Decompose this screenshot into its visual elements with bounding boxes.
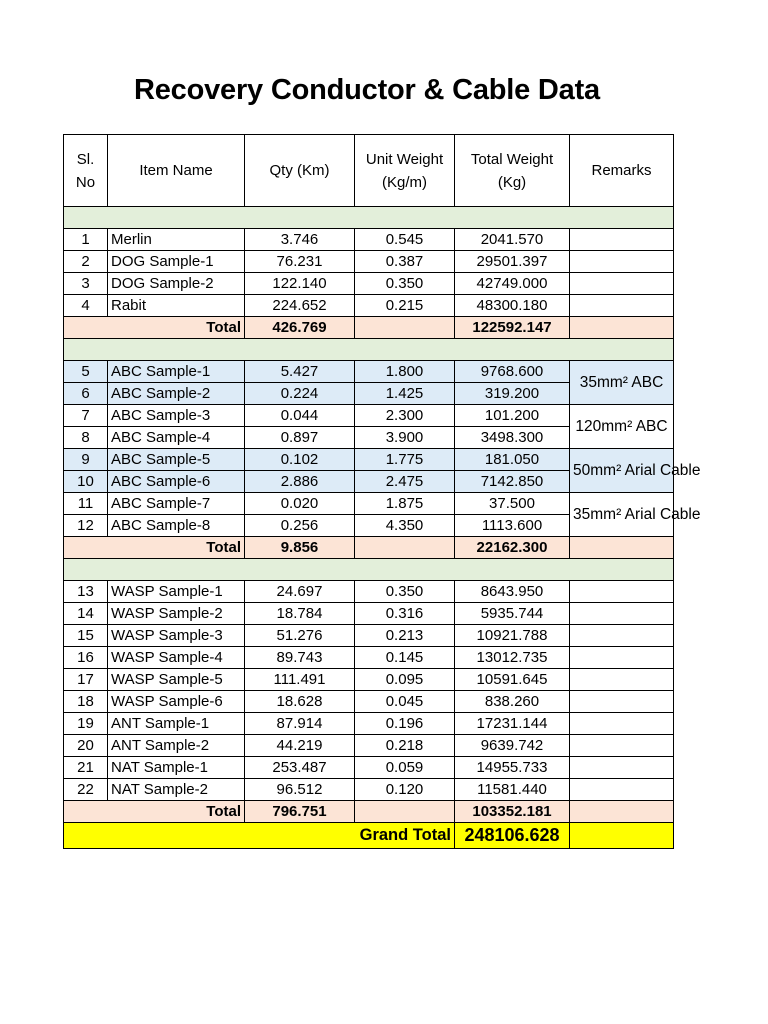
- item-name-cell: ABC Sample-4: [108, 427, 245, 449]
- item-name-cell: ABC Sample-3: [108, 405, 245, 427]
- qty-cell: 87.914: [245, 713, 355, 735]
- table-row: [64, 757, 674, 779]
- item-name-cell: WASP Sample-3: [108, 625, 245, 647]
- unit-weight-cell: 0.145: [355, 647, 455, 669]
- remarks-cell: [570, 251, 674, 273]
- section-separator: [64, 559, 674, 581]
- total-label: Total: [64, 537, 245, 559]
- remarks-cell: [570, 625, 674, 647]
- total-remarks-empty: [570, 317, 674, 339]
- table-row: [64, 779, 674, 801]
- sl-no-cell: 13: [64, 581, 108, 603]
- total-remarks-empty: [570, 801, 674, 823]
- item-name-cell: Rabit: [108, 295, 245, 317]
- total-weight-cell: 13012.735: [455, 647, 570, 669]
- qty-cell: 224.652: [245, 295, 355, 317]
- sl-no-cell: 10: [64, 471, 108, 493]
- total-unit-empty: [355, 317, 455, 339]
- sl-no-cell: 19: [64, 713, 108, 735]
- qty-cell: 0.020: [245, 493, 355, 515]
- total-weight-cell: 5935.744: [455, 603, 570, 625]
- sl-no-cell: 14: [64, 603, 108, 625]
- qty-cell: 111.491: [245, 669, 355, 691]
- table-row: [64, 603, 674, 625]
- total-weight-cell: 319.200: [455, 383, 570, 405]
- item-name-cell: Merlin: [108, 229, 245, 251]
- unit-weight-cell: 1.800: [355, 361, 455, 383]
- grand-total-label: Grand Total: [64, 823, 455, 849]
- item-name-cell: NAT Sample-1: [108, 757, 245, 779]
- table-row: [64, 735, 674, 757]
- sl-no-cell: 17: [64, 669, 108, 691]
- item-name-cell: DOG Sample-2: [108, 273, 245, 295]
- table-row: [64, 295, 674, 317]
- sl-no-cell: 18: [64, 691, 108, 713]
- total-label: Total: [64, 801, 245, 823]
- total-weight-cell: 9768.600: [455, 361, 570, 383]
- remarks-cell: [570, 779, 674, 801]
- item-name-cell: WASP Sample-4: [108, 647, 245, 669]
- total-weight-cell: 42749.000: [455, 273, 570, 295]
- total-weight-cell: 29501.397: [455, 251, 570, 273]
- unit-weight-cell: 0.350: [355, 273, 455, 295]
- item-name-cell: WASP Sample-2: [108, 603, 245, 625]
- sl-no-cell: 12: [64, 515, 108, 537]
- sl-no-cell: 20: [64, 735, 108, 757]
- item-name-cell: ANT Sample-1: [108, 713, 245, 735]
- qty-cell: 96.512: [245, 779, 355, 801]
- table-row: [64, 691, 674, 713]
- table-row: [64, 229, 674, 251]
- header-row: [64, 135, 674, 207]
- unit-weight-cell: 0.218: [355, 735, 455, 757]
- qty-cell: 5.427: [245, 361, 355, 383]
- unit-weight-cell: 0.059: [355, 757, 455, 779]
- total-weight-cell: 48300.180: [455, 295, 570, 317]
- header-total-weight: Total Weight (Kg): [455, 135, 570, 207]
- remarks-cell: [570, 273, 674, 295]
- sl-no-cell: 4: [64, 295, 108, 317]
- total-weight-cell: 10591.645: [455, 669, 570, 691]
- total-weight-cell: 37.500: [455, 493, 570, 515]
- qty-cell: 3.746: [245, 229, 355, 251]
- section-separator: [64, 207, 674, 229]
- cable-data-table: [63, 134, 701, 849]
- unit-weight-cell: 0.045: [355, 691, 455, 713]
- item-name-cell: ABC Sample-8: [108, 515, 245, 537]
- section-separator: [64, 339, 674, 361]
- sl-no-cell: 8: [64, 427, 108, 449]
- unit-weight-cell: 0.350: [355, 581, 455, 603]
- total-label: Total: [64, 317, 245, 339]
- qty-cell: 44.219: [245, 735, 355, 757]
- sl-no-cell: 16: [64, 647, 108, 669]
- table-row: [64, 251, 674, 273]
- unit-weight-cell: 0.120: [355, 779, 455, 801]
- table-row: [64, 647, 674, 669]
- total-weight: 103352.181: [455, 801, 570, 823]
- qty-cell: 2.886: [245, 471, 355, 493]
- item-name-cell: ABC Sample-5: [108, 449, 245, 471]
- total-qty: 9.856: [245, 537, 355, 559]
- total-weight-cell: 14955.733: [455, 757, 570, 779]
- qty-cell: 18.784: [245, 603, 355, 625]
- remarks-cell: [570, 735, 674, 757]
- remarks-cell: [570, 229, 674, 251]
- header-remarks: Remarks: [570, 135, 674, 207]
- total-weight: 122592.147: [455, 317, 570, 339]
- unit-weight-cell: 0.545: [355, 229, 455, 251]
- qty-cell: 0.897: [245, 427, 355, 449]
- total-unit-empty: [355, 801, 455, 823]
- sl-no-cell: 15: [64, 625, 108, 647]
- qty-cell: 51.276: [245, 625, 355, 647]
- total-weight-cell: 101.200: [455, 405, 570, 427]
- total-remarks-empty: [570, 537, 674, 559]
- table-row: [64, 669, 674, 691]
- total-qty: 796.751: [245, 801, 355, 823]
- total-weight: 22162.300: [455, 537, 570, 559]
- table-row: [64, 581, 674, 603]
- unit-weight-cell: 1.775: [355, 449, 455, 471]
- unit-weight-cell: 0.213: [355, 625, 455, 647]
- total-row: [64, 537, 674, 559]
- remarks-cell: 50mm² Arial Cable: [570, 449, 674, 493]
- unit-weight-cell: 0.095: [355, 669, 455, 691]
- total-row: [64, 317, 674, 339]
- item-name-cell: WASP Sample-6: [108, 691, 245, 713]
- unit-weight-cell: 2.475: [355, 471, 455, 493]
- unit-weight-cell: 0.196: [355, 713, 455, 735]
- sl-no-cell: 9: [64, 449, 108, 471]
- table-row: [64, 273, 674, 295]
- header-sl-no: Sl. No: [64, 135, 108, 207]
- total-weight-cell: 11581.440: [455, 779, 570, 801]
- sl-no-cell: 7: [64, 405, 108, 427]
- header-unit-weight: Unit Weight (Kg/m): [355, 135, 455, 207]
- remarks-cell: [570, 757, 674, 779]
- qty-cell: 253.487: [245, 757, 355, 779]
- item-name-cell: WASP Sample-5: [108, 669, 245, 691]
- document-title: Recovery Conductor & Cable Data: [134, 74, 600, 106]
- unit-weight-cell: 2.300: [355, 405, 455, 427]
- sl-no-cell: 21: [64, 757, 108, 779]
- unit-weight-cell: 3.900: [355, 427, 455, 449]
- total-weight-cell: 2041.570: [455, 229, 570, 251]
- item-name-cell: DOG Sample-1: [108, 251, 245, 273]
- sl-no-cell: 22: [64, 779, 108, 801]
- qty-cell: 0.044: [245, 405, 355, 427]
- qty-cell: 0.256: [245, 515, 355, 537]
- remarks-cell: [570, 647, 674, 669]
- total-weight-cell: 838.260: [455, 691, 570, 713]
- qty-cell: 24.697: [245, 581, 355, 603]
- total-weight-cell: 181.050: [455, 449, 570, 471]
- header-qty: Qty (Km): [245, 135, 355, 207]
- total-weight-cell: 17231.144: [455, 713, 570, 735]
- remarks-cell: [570, 713, 674, 735]
- unit-weight-cell: 0.316: [355, 603, 455, 625]
- table-row: [64, 449, 674, 471]
- table-row: [64, 361, 674, 383]
- unit-weight-cell: 1.425: [355, 383, 455, 405]
- remarks-cell: 35mm² Arial Cable: [570, 493, 674, 537]
- item-name-cell: ABC Sample-6: [108, 471, 245, 493]
- item-name-cell: ANT Sample-2: [108, 735, 245, 757]
- qty-cell: 18.628: [245, 691, 355, 713]
- remarks-cell: 120mm² ABC: [570, 405, 674, 449]
- total-weight-cell: 3498.300: [455, 427, 570, 449]
- qty-cell: 0.102: [245, 449, 355, 471]
- table-row: [64, 625, 674, 647]
- table-row: [64, 405, 674, 427]
- total-weight-cell: 7142.850: [455, 471, 570, 493]
- unit-weight-cell: 4.350: [355, 515, 455, 537]
- unit-weight-cell: 0.387: [355, 251, 455, 273]
- total-qty: 426.769: [245, 317, 355, 339]
- sl-no-cell: 2: [64, 251, 108, 273]
- table-row: [64, 713, 674, 735]
- sl-no-cell: 1: [64, 229, 108, 251]
- unit-weight-cell: 1.875: [355, 493, 455, 515]
- remarks-cell: [570, 669, 674, 691]
- unit-weight-cell: 0.215: [355, 295, 455, 317]
- item-name-cell: WASP Sample-1: [108, 581, 245, 603]
- grand-total-row: [64, 823, 674, 849]
- item-name-cell: ABC Sample-1: [108, 361, 245, 383]
- sl-no-cell: 5: [64, 361, 108, 383]
- total-weight-cell: 1113.600: [455, 515, 570, 537]
- remarks-cell: [570, 581, 674, 603]
- total-unit-empty: [355, 537, 455, 559]
- item-name-cell: ABC Sample-7: [108, 493, 245, 515]
- total-weight-cell: 10921.788: [455, 625, 570, 647]
- total-weight-cell: 9639.742: [455, 735, 570, 757]
- qty-cell: 122.140: [245, 273, 355, 295]
- remarks-cell: [570, 691, 674, 713]
- total-row: [64, 801, 674, 823]
- qty-cell: 0.224: [245, 383, 355, 405]
- item-name-cell: NAT Sample-2: [108, 779, 245, 801]
- qty-cell: 76.231: [245, 251, 355, 273]
- remarks-cell: [570, 295, 674, 317]
- grand-total-remarks-empty: [570, 823, 674, 849]
- sl-no-cell: 3: [64, 273, 108, 295]
- sl-no-cell: 11: [64, 493, 108, 515]
- sl-no-cell: 6: [64, 383, 108, 405]
- remarks-cell: [570, 603, 674, 625]
- total-weight-cell: 8643.950: [455, 581, 570, 603]
- header-item-name: Item Name: [108, 135, 245, 207]
- grand-total-value: 248106.628: [455, 823, 570, 849]
- table-row: [64, 493, 674, 515]
- item-name-cell: ABC Sample-2: [108, 383, 245, 405]
- remarks-cell: 35mm² ABC: [570, 361, 674, 405]
- qty-cell: 89.743: [245, 647, 355, 669]
